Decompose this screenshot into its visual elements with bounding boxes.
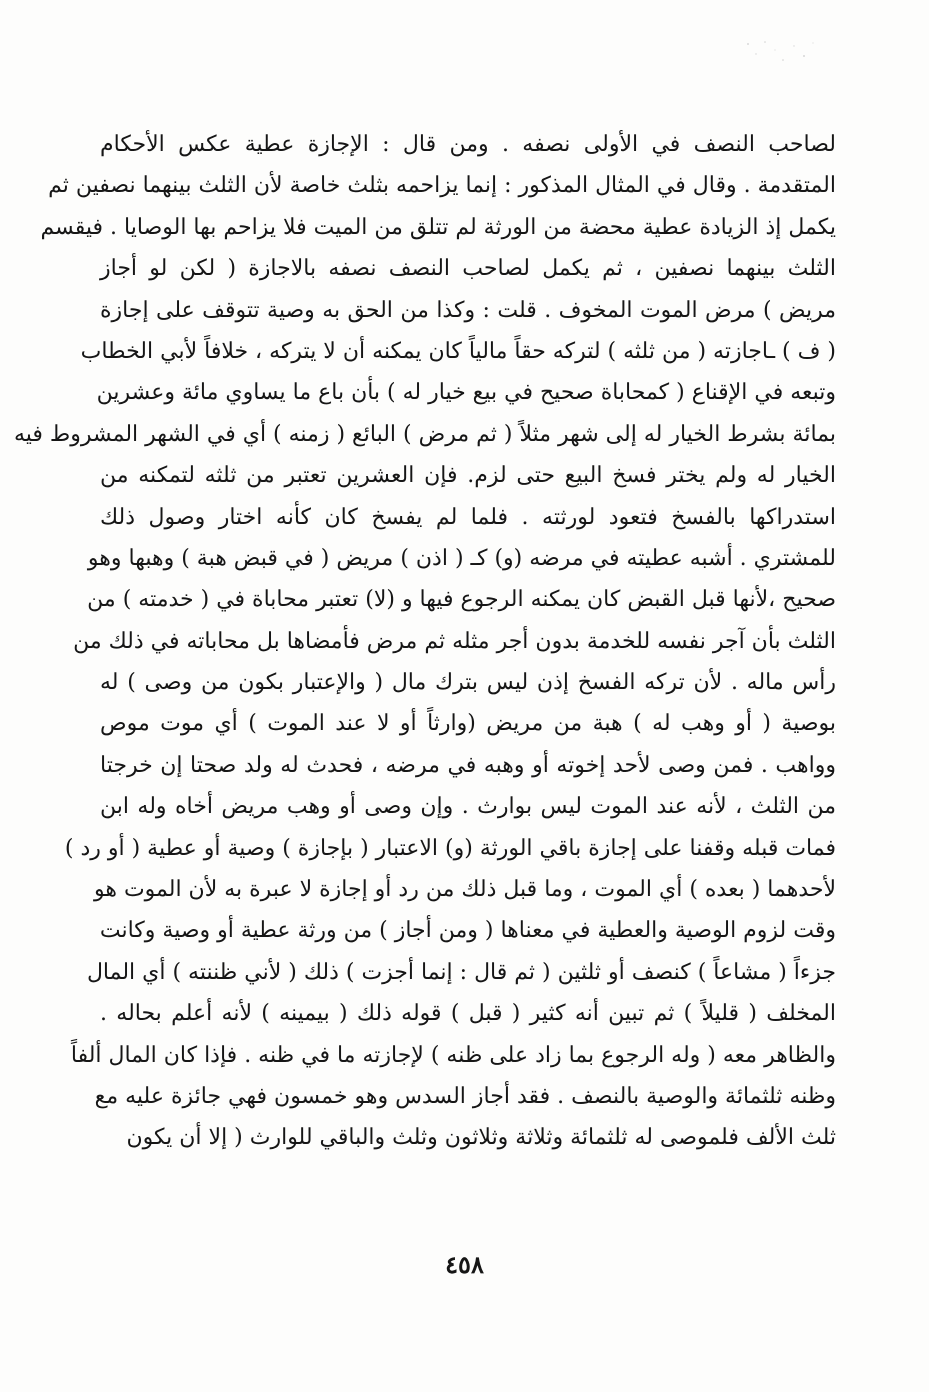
text-line: ( ف ) ـاجازته ( من ثلثه ) لتركه حقاً مالياً كان يمكنه أن لا يتركه ، خلافاً لأبي الخطاب [80,338,836,364]
text-line: وظنه ثلثمائة والوصية بالنصف . فقد أجاز السدس وهو خمسون فهي جائزة عليه مع [94,1083,836,1109]
text-line: من الثلث ، لأنه عند الموت ليس بوارث . وإن وصى أو وهب مريض أخاه وله ابن [100,794,836,820]
text-line: المتقدمة . وقال في المثال المذكور : إنما يزاحمه بثلث خاصة لأن الثلث بينهما نصفين ثم [48,173,836,199]
text-line: الثلث بأن آجر نفسه للخدمة بدون أجر مثله ثم مرض فأمضاها بل محاباته في ذلك من [73,628,836,654]
text-line: لأحدهما ( بعده ) أي الموت ، وما قبل ذلك من رد أو إجازة لا عبرة به لأن الموت هو [93,877,836,903]
text-line: بوصية ( أو وهب له ) هبة من مريض (وارثاً أو لا عند الموت ) أي موت موص [100,711,836,737]
text-line: رأس ماله . لأن تركه الفسخ إذن ليس بترك مال ( والإعتبار بكون من وصى ) له [100,670,836,696]
text-line: وواهب . فمن وصى لأحد إخوته أو وهبه في مرضه ، فحدث له ولد صحتا إن خرجتا [100,752,836,778]
text-line: الثلث بينهما نصفين ، ثم يكمل لصاحب النصف نصفه بالاجازة ( لكن لو أجاز [100,256,836,282]
scan-noise [742,36,822,66]
text-line: مريض ) مرض الموت المخوف . قلت : وكذا من الحق به وصية تتوقف على إجازة [100,297,836,323]
text-line: يكمل إذ الزيادة عطية محضة من الورثة لم تتلق من الميت فلا يزاحم بها الوصايا . فيقسم [40,214,836,240]
text-line: المخلف ( قليلاً ) ثم تبين أنه كثير ( قبل ) قوله ذلك ( بيمينه ) لأنه أعلم بحاله . [100,1001,836,1027]
text-line: فمات قبله وقفنا على إجازة باقي الورثة (و) الاعتبار ( بإجازة ) وصية أو عطية ( أو رد ) [64,835,836,861]
text-line: وقت لزوم الوصية والعطية في معناها ( ومن أجاز ) من ورثة عطية أو وصية وكانت [99,918,836,944]
text-line: لصاحب النصف في الأولى نصفه . ومن قال : الإجازة عطية عكس الأحكام [100,132,836,157]
text-line: صحيح ،لأنها قبل القبض كان يمكنه الرجوع فيها و (لا) تعتبر محاباة في ( خدمته ) من [87,587,836,613]
text-line: جزءاً ( مشاعاً ) كنصف أو ثلثين ( ثم قال : إنما أجزت ) ذلك ( لأني ظننته ) أي المال [86,959,836,985]
body-text [13,124,836,1159]
text-line: بمائة بشرط الخيار له إلى شهر مثلاً ( ثم مرض ) البائع ( زمنه ) أي في الشهر المشروط فيه [13,421,836,447]
text-line: والظاهر معه ( وله الرجوع بما زاد على ظنه ) لإجازته ما في ظنه . فإذا كان المال ألفاً [70,1042,836,1068]
text-line: للمشتري . أشبه عطيته في مرضه (و) كـ ( اذن ) مريض ( في قبض هبة ) وهبها وهو [87,545,836,571]
page-number: ٤٥٨ [445,1250,484,1279]
text-line: وتبعه في الإقناع ( كمحاباة صحيح في بيع خيار له ) بأن باع ما يساوي مائة وعشرين [96,380,836,406]
text-line: الخيار له ولم يختر فسخ البيع حتى لزم. فإن العشرين تعتبر من ثلثه لتمكنه من [100,463,836,489]
text-line: استدراكها بالفسخ فتعود لورثته . فلما لم يفسخ كان كأنه اختار وصول ذلك [100,504,836,530]
text-line: ثلث الألف فلموصى له ثلثمائة وثلاثة وثلاثون وثلث والباقي للوارث ( إلا أن يكون [126,1125,836,1151]
